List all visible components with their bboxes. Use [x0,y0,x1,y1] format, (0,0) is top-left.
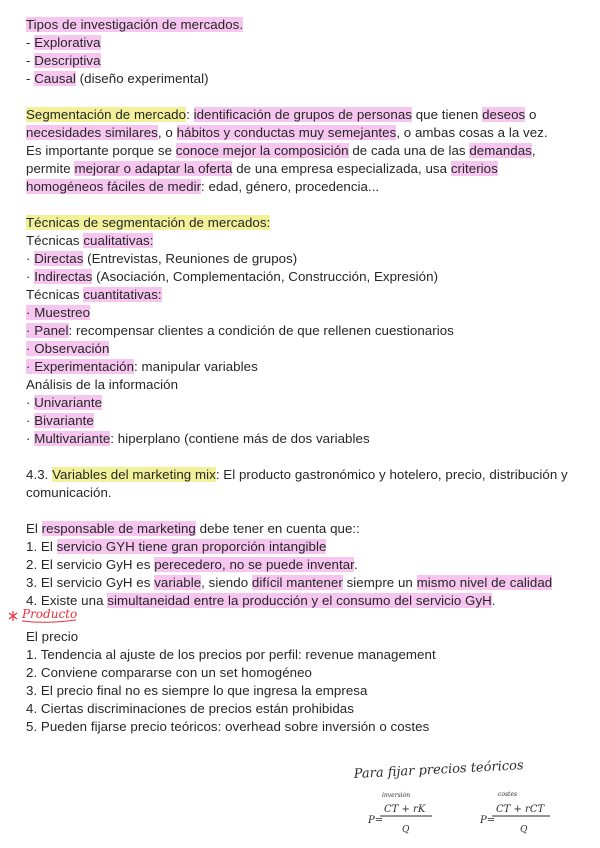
highlighted-text: Descriptiva [34,53,101,68]
formula-inversion-numerator: CT + rK [384,804,426,815]
highlighted-text: mismo nivel de calidad [416,575,553,590]
text-span: : manipular variables [134,359,258,374]
text-span: (Asociación, Complementación, Construcción, Expresión) [92,269,439,284]
highlighted-text: servicio GYH tiene gran proporción intangible [56,539,327,554]
text-span: · [26,269,35,284]
list-item [26,556,358,574]
segmentation-line [26,142,536,160]
highlighted-text: cualitativas: [83,233,154,248]
text-span: El [26,521,42,536]
highlighted-text: Experimentación [34,359,135,374]
highlighted-text: conoce mejor la composición [175,143,349,158]
list-item [26,358,258,376]
highlighted-text: Observación [34,341,110,356]
text-span: 2. El servicio GyH es [26,557,155,572]
text-span: (Entrevistas, Reuniones de grupos) [83,251,298,266]
text-span: Análisis de la información [26,377,179,392]
text-span: El precio [26,629,79,644]
text-span: , o [157,125,177,140]
text-span: : El producto gastronómico y hotelero, precio, distribución y [215,467,568,482]
marketing-responsible-intro [26,520,360,538]
text-span: permite [26,161,75,176]
segmentation-techniques-title [26,214,270,232]
highlighted-text: Segmentación de mercado [26,107,187,122]
text-span: - [26,35,35,50]
text-span: : recompensar clientes a condición de que rellenen cuestionarios [68,323,454,338]
text-span: siempre un [342,575,417,590]
text-span: · [26,413,35,428]
text-span: comunicación. [26,485,112,500]
highlighted-text: perecedero, no se puede inventar [154,557,354,572]
highlighted-text: criterios [450,161,498,176]
text-span: Es importante porque se [26,143,176,158]
list-item [26,70,209,88]
text-span: de una empresa especializada, usa [232,161,451,176]
highlighted-text: identificación de grupos de personas [193,107,412,122]
text-span: - [26,53,35,68]
text-span: 3. El servicio GyH es [26,575,155,590]
highlighted-text: difícil mantener [251,575,343,590]
handwritten-price-notes [340,752,590,842]
highlighted-text: demandas [469,143,532,158]
text-span: (diseño experimental) [75,71,209,86]
highlighted-text: simultaneidad entre la producción y el consumo del servicio GyH [107,593,492,608]
text-span: Técnicas [26,233,84,248]
highlighted-text: necesidades similares [26,125,158,140]
marketing-mix-line [26,484,112,502]
text-span: 4. Existe una [26,593,108,608]
highlighted-text: · [26,359,35,374]
text-span: . [353,557,358,572]
highlighted-text: homogéneos fáciles de medir [26,179,202,194]
text-span: . [491,593,496,608]
list-item [26,412,94,430]
highlighted-text: Panel [34,323,69,338]
list-item [26,322,454,340]
research-types-title [26,16,243,34]
formula-costes-numerator: CT + rCT [496,804,545,815]
list-item [26,592,496,610]
handwritten-heading: Para fijar precios teóricos [353,758,524,782]
formula-costes-denominator: Q [520,825,528,835]
highlighted-text: Bivariante [34,413,94,428]
text-span: , siendo [201,575,252,590]
formula-costes-lhs: P= [480,815,496,826]
underline-mark [6,605,96,627]
text-span: 3. El precio final no es siempre lo que ingresa la empresa [26,683,368,698]
highlighted-text: Causal [34,71,76,86]
text-span: 1. El [26,539,57,554]
list-item [26,646,436,664]
formula-inversion-label: inversión [382,792,411,799]
highlighted-text: deseos [482,107,526,122]
highlighted-text: Muestreo [34,305,91,320]
highlighted-text: Univariante [34,395,103,410]
text-span: 4. Ciertas discriminaciones de precios están prohibidas [26,701,354,716]
text-span: , [531,143,536,158]
formula-costes-label: costes [498,791,518,798]
text-span: de cada una de las [348,143,470,158]
highlighted-text: mejorar o adaptar la oferta [74,161,233,176]
segmentation-line [26,124,548,142]
text-span: : edad, género, procedencia... [201,179,380,194]
text-span: - [26,71,35,86]
list-item [26,34,101,52]
highlighted-text: Directas [34,251,84,266]
text-span: o [525,107,537,122]
list-item [26,718,429,736]
highlighted-text: cuantitativas: [83,287,162,302]
text-span: 2. Conviene compararse con un set homogéneo [26,665,312,680]
highlighted-text: hábitos y conductas muy semejantes [176,125,397,140]
list-item [26,394,102,412]
list-item [26,430,370,448]
list-item [26,664,312,682]
formula-inversion-lhs: P= [368,815,384,826]
highlighted-text: · [26,341,35,356]
text-span: · [26,251,35,266]
formula-inversion-denominator: Q [402,825,410,835]
text-span: Producto [22,607,78,621]
list-item [26,700,354,718]
text-span: que tienen [411,107,483,122]
highlighted-text: variable [154,575,202,590]
highlighted-text: Multivariante [34,431,111,446]
text-span: · [26,395,35,410]
highlighted-text: · [26,323,35,338]
highlighted-text: Tipos de investigación de mercados. [26,17,244,32]
highlighted-text: Técnicas de segmentación de mercados: [26,215,271,230]
highlighted-text: · [26,305,35,320]
list-item [26,340,109,358]
highlighted-text: Variables del marketing mix [52,467,216,482]
marketing-mix-line [26,466,568,484]
text-span: : hiperplano (contiene más de dos variables [110,431,370,446]
text-span: 5. Pueden fijarse precio teóricos: overhead sobre inversión o costes [26,719,430,734]
segmentation-line [26,160,498,178]
price-title [26,628,78,646]
highlighted-text: responsable de marketing [41,521,196,536]
qualitative-heading [26,232,153,250]
list-item [26,304,90,322]
text-span: 1. Tendencia al ajuste de los precios por perfil: revenue management [26,647,436,662]
text-span: · [26,431,35,446]
highlighted-text: Indirectas [34,269,93,284]
list-item [26,250,297,268]
list-item [26,574,552,592]
text-span: Técnicas [26,287,84,302]
list-item [26,538,326,556]
text-span: , o ambas cosas a la vez. [396,125,548,140]
analysis-heading [26,376,178,394]
list-item [26,682,367,700]
segmentation-line [26,178,379,196]
segmentation-line [26,106,536,124]
list-item [26,268,438,286]
text-span: 4.3. [26,467,53,482]
text-span: : [186,107,194,122]
quantitative-heading [26,286,162,304]
list-item [26,52,101,70]
text-span: debe tener en cuenta que:: [195,521,360,536]
highlighted-text: Explorativa [34,35,101,50]
